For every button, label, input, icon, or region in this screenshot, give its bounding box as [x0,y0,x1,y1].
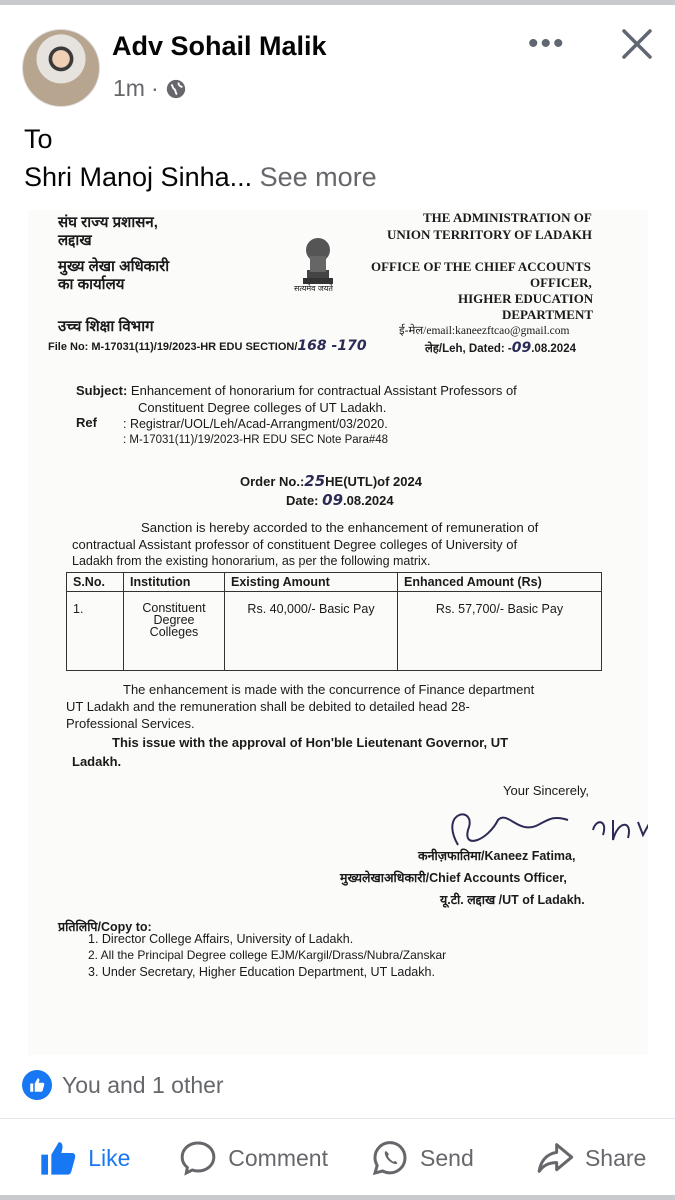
order-number-label: Order No.: [240,474,305,489]
order-date-handwritten: 09 [322,491,344,509]
post-meta [113,75,187,102]
share-label: Share [584,1144,647,1171]
emblem-caption: सत्यमेव जयते [294,284,333,293]
comment-label: Comment [228,1144,328,1171]
globe-icon [165,78,187,100]
reactions-text: You and 1 other [62,1071,224,1098]
order-number-tail: HE(UTL)of 2024 [325,474,422,489]
action-divider [0,1118,675,1119]
institution-line-3: Colleges [149,625,199,639]
order-date-label: Date: [286,493,319,508]
comment-icon [178,1138,218,1178]
department-hindi: उच्च शिक्षा विभाग [58,318,154,335]
comment-button[interactable] [169,1130,338,1186]
signatory-office: यू.टी. लद्दाख /UT of Ladakh. [440,893,585,907]
order-date [286,491,394,509]
english-header-3: OFFICE OF THE CHIEF ACCOUNTS [371,259,591,274]
post-text-line-2 [24,158,377,196]
send-label: Send [420,1144,474,1171]
copy-to-2: 2. All the Principal Degree college EJM/Kargil/Drass/Nubra/Zanskar [88,948,447,962]
hindi-header-3: मुख्य लेखा अधिकारी [58,258,170,275]
table-cell-sno: 1. [67,592,124,671]
table-header-row [67,573,602,592]
hindi-header-4: का कार्यालय [58,276,125,293]
para1-line-2: contractual Assistant professor of constituent Degree colleges of University of [72,537,518,552]
share-icon [535,1138,575,1178]
signatory-title: मुख्यलेखाअधिकारी/Chief Accounts Officer, [340,871,567,885]
order-date-tail: .08.2024 [343,493,394,508]
table-header-institution: Institution [124,573,225,592]
english-header-2: UNION TERRITORY OF LADAKH [387,227,593,242]
order-number [240,472,422,490]
post-text [24,120,377,196]
para1-line-3: Ladakh from the existing honorarium, as per the following matrix. [72,554,431,568]
post-text-preview: Shri Manoj Sinha... [24,162,253,192]
department-email: ई-मेल/email:kaneezftcao@gmail.com [399,325,570,337]
table-header-existing: Existing Amount [225,573,398,592]
english-header-4: OFFICER, [530,275,592,290]
english-header-6: DEPARTMENT [502,307,594,322]
remuneration-table [66,572,602,671]
bottom-edge [0,1195,675,1200]
post-time[interactable]: 1m [113,75,145,101]
place-date-tail: .08.2024 [531,343,576,355]
closing: Your Sincerely, [503,783,589,798]
author-name[interactable]: Adv Sohail Malik [112,31,327,61]
file-number [48,338,367,354]
reactions-summary[interactable] [22,1070,224,1100]
send-button[interactable] [338,1130,507,1186]
table-row [67,592,602,671]
para3-line-2: Ladakh. [72,754,122,769]
subject-line-1 [76,383,517,398]
ref-line-2: : M-17031(11)/19/2023-HR EDU SEC Note Para#48 [123,434,389,446]
para2-line-3: Professional Services. [66,716,195,731]
english-header-5: HIGHER EDUCATION [458,291,594,306]
place-date [425,340,576,356]
place-date-handwritten: 09 [511,340,532,356]
more-options-icon[interactable]: ••• [528,27,566,60]
file-number-handwritten: 168 -170 [297,338,367,354]
post-header [0,5,675,115]
para2-line-1: The enhancement is made with the concurrence of Finance department [123,682,535,697]
like-button[interactable] [0,1130,169,1186]
ref-line-1: : Registrar/UOL/Leh/Acad-Arrangment/03/2020. [123,417,388,431]
table-header-sno: S.No. [67,573,124,592]
like-label: Like [88,1144,131,1171]
meta-separator: · [150,75,159,101]
table-cell-institution [124,592,225,671]
english-header-1: THE ADMINISTRATION OF [423,210,592,225]
table-cell-existing: Rs. 40,000/- Basic Pay [225,592,398,671]
hindi-header-1: संघ राज्य प्रशासन, [58,214,158,231]
place-date-text: लेह/Leh, Dated: - [425,343,512,355]
avatar[interactable] [22,29,100,107]
copy-to-label: प्रतिलिपि/Copy to: [58,920,152,934]
order-number-handwritten: 25 [304,472,326,490]
table-cell-enhanced: Rs. 57,700/- Basic Pay [398,592,602,671]
close-icon[interactable] [618,25,656,63]
document-image[interactable] [28,210,648,1055]
institution-line-1: Constituent [142,601,206,615]
subject-text-1: Enhancement of honorarium for contractual Assistant Professors of [130,383,517,398]
like-reaction-icon [22,1070,52,1100]
share-button[interactable] [506,1130,675,1186]
para2-line-2: UT Ladakh and the remuneration shall be debited to detailed head 28- [66,699,470,714]
para3-line-1: This issue with the approval of Hon'ble Lieutenant Governor, UT [112,735,509,750]
copy-to-3: 3. Under Secretary, Higher Education Department, UT Ladakh. [88,965,435,979]
whatsapp-icon [370,1138,410,1178]
signatory-name: कनीज़फातिमा/Kaneez Fatima, [418,849,576,863]
para1-line-1: Sanction is hereby accorded to the enhancement of remuneration of [141,520,539,535]
subject-label: Subject: [76,383,128,398]
post-text-line-1: To [24,124,53,154]
institution-line-2: Degree [153,613,195,627]
table-header-enhanced: Enhanced Amount (Rs) [398,573,602,592]
file-number-text: File No: M-17031(11)/19/2023-HR EDU SECTION/ [48,341,298,353]
thumbs-up-icon [38,1138,78,1178]
post-actions [0,1130,675,1186]
copy-to-1: 1. Director College Affairs, University of Ladakh. [88,932,354,946]
ref-label: Ref [76,415,97,430]
subject-line-2: Constituent Degree colleges of UT Ladakh. [138,400,387,415]
see-more-link[interactable]: See more [259,162,377,192]
hindi-header-2: लद्दाख [58,232,92,249]
